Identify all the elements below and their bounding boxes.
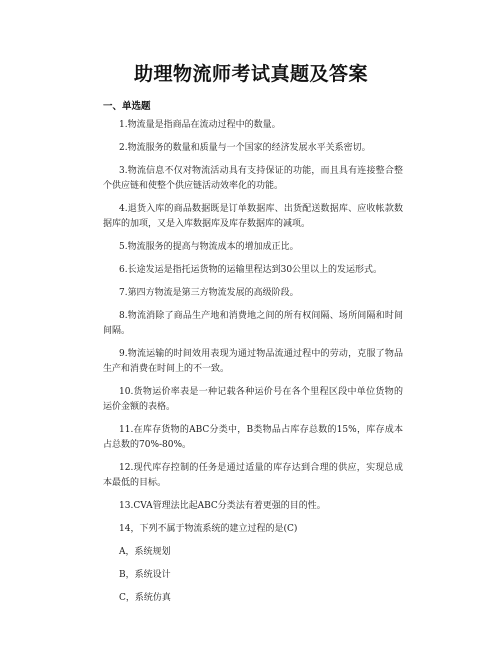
paragraph: 11.在库存货物的ABC分类中，B类物品占库存总数的15%，库存成本占总数的70%-80%。: [103, 425, 403, 450]
paragraph: 13.CVA管理法比起ABC分类法有着更强的目的性。: [119, 501, 326, 511]
document-body: [103, 118, 403, 614]
paragraph: 8.物流消除了商品生产地和消费地之间的所有权间隔、场所间隔和时间间隔。: [103, 311, 403, 336]
answer-option: C，系统仿真: [119, 593, 171, 603]
paragraph: 3.物流信息不仅对物流活动具有支持保证的功能，而且具有连接整合整个供应链和使整个供应链活动效率化的功能。: [103, 166, 403, 191]
section-heading: 一、单选题: [103, 101, 151, 112]
paragraph: 1.物流量是指商品在流动过程中的数量。: [119, 120, 281, 130]
question-stem: 14，下列不属于物流系统的建立过程的是(C): [119, 524, 298, 534]
paragraph: 7.第四方物流是第三方物流发展的高级阶段。: [119, 288, 299, 298]
paragraph: 4.退货入库的商品数据既是订单数据库、出货配送数据库、应收帐款数据库的加项，又是入库数据库及库存数据库的减项。: [103, 204, 403, 229]
answer-option: A，系统规划: [119, 547, 171, 557]
paragraph: 2.物流服务的数量和质量与一个国家的经济发展水平关系密切。: [119, 143, 371, 153]
paragraph: 9.物流运输的时间效用表现为通过物品流通过程中的劳动，克服了物品生产和消费在时间上的不一致。: [103, 349, 403, 374]
paragraph: 5.物流服务的提高与物流成本的增加成正比。: [119, 242, 299, 252]
answer-option: B，系统设计: [119, 570, 171, 580]
paragraph: 10.货物运价率表是一种记载各种运价号在各个里程区段中单位货物的运价金额的表格。: [103, 387, 403, 412]
paragraph: 6.长途发运是指托运货物的运输里程达到30公里以上的发运形式。: [119, 265, 383, 275]
paragraph: 12.现代库存控制的任务是通过适量的库存达到合理的供应，实现总成本最低的目标。: [103, 463, 403, 488]
document-title: 助理物流师考试真题及答案: [133, 63, 368, 85]
